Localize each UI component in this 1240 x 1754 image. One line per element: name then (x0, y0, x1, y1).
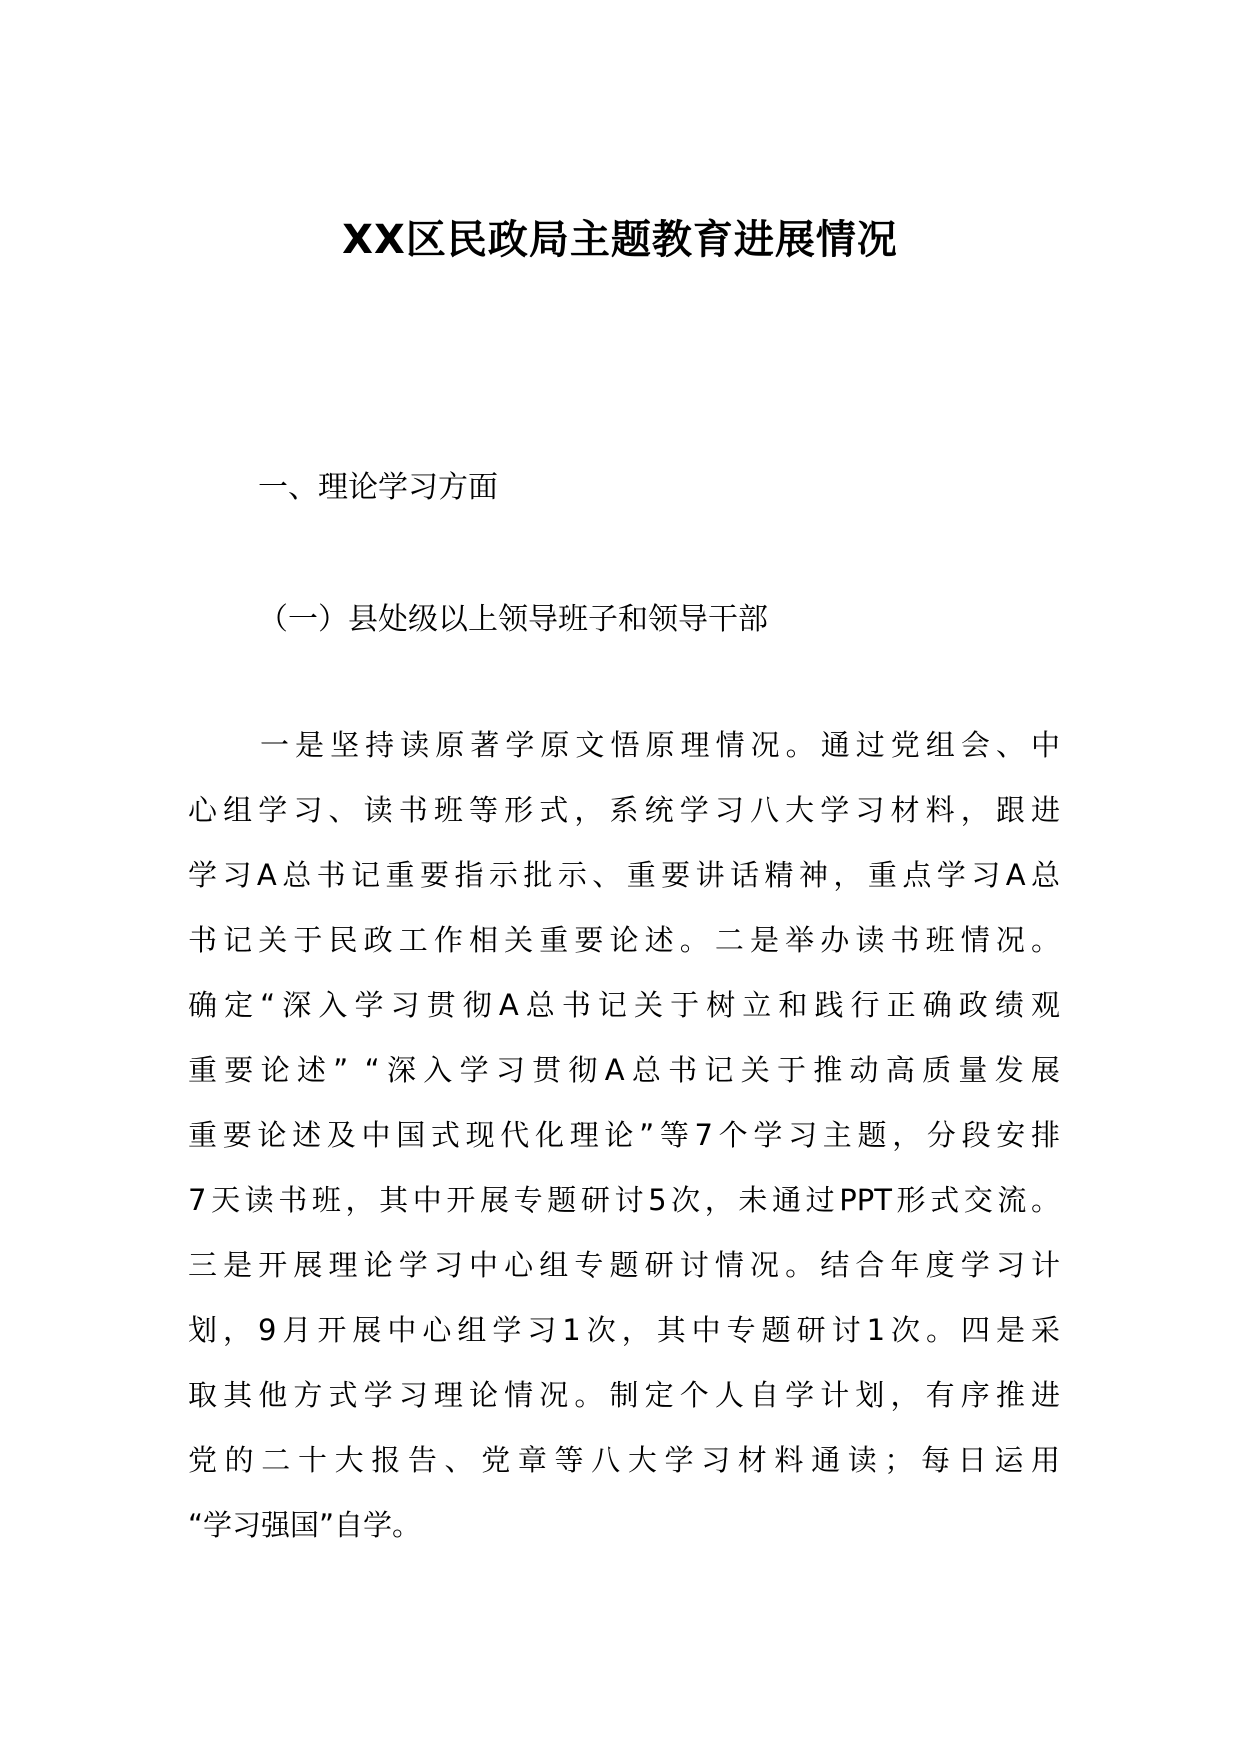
paragraph-line: 重要论述” “深入学习贯彻A总书记关于推动高质量发展 (188, 1053, 1060, 1087)
paragraph-line: 一是坚持读原著学原文悟原理情况。通过党组会、中 (260, 728, 1060, 762)
paragraph-line: “学习强国”自学。 (188, 1508, 422, 1542)
paragraph-line: 确定“深入学习贯彻A总书记关于树立和践行正确政绩观 (188, 988, 1060, 1022)
section-heading: 一、理论学习方面 (258, 470, 498, 505)
paragraph-line: 取其他方式学习理论情况。制定个人自学计划，有序推进 (188, 1378, 1060, 1412)
subsection-heading: （一）县处级以上领导班子和领导干部 (258, 602, 768, 637)
paragraph-line: 划，9月开展中心组学习1次，其中专题研讨1次。四是采 (188, 1313, 1060, 1347)
paragraph-line: 心组学习、读书班等形式，系统学习八大学习材料，跟进 (188, 793, 1060, 827)
body-paragraph (188, 722, 1060, 1567)
paragraph-line: 书记关于民政工作相关重要论述。二是举办读书班情况。 (188, 923, 1060, 957)
paragraph-line: 7天读书班，其中开展专题研讨5次，未通过PPT形式交流。 (188, 1183, 1060, 1217)
paragraph-line: 党的二十大报告、党章等八大学习材料通读；每日运用 (188, 1443, 1060, 1477)
paragraph-line: 三是开展理论学习中心组专题研讨情况。结合年度学习计 (188, 1248, 1060, 1282)
paragraph-line: 重要论述及中国式现代化理论”等7个学习主题，分段安排 (188, 1118, 1060, 1152)
paragraph-line: 学习A总书记重要指示批示、重要讲话精神，重点学习A总 (188, 858, 1060, 892)
document-title: XX区民政局主题教育进展情况 (342, 217, 898, 263)
